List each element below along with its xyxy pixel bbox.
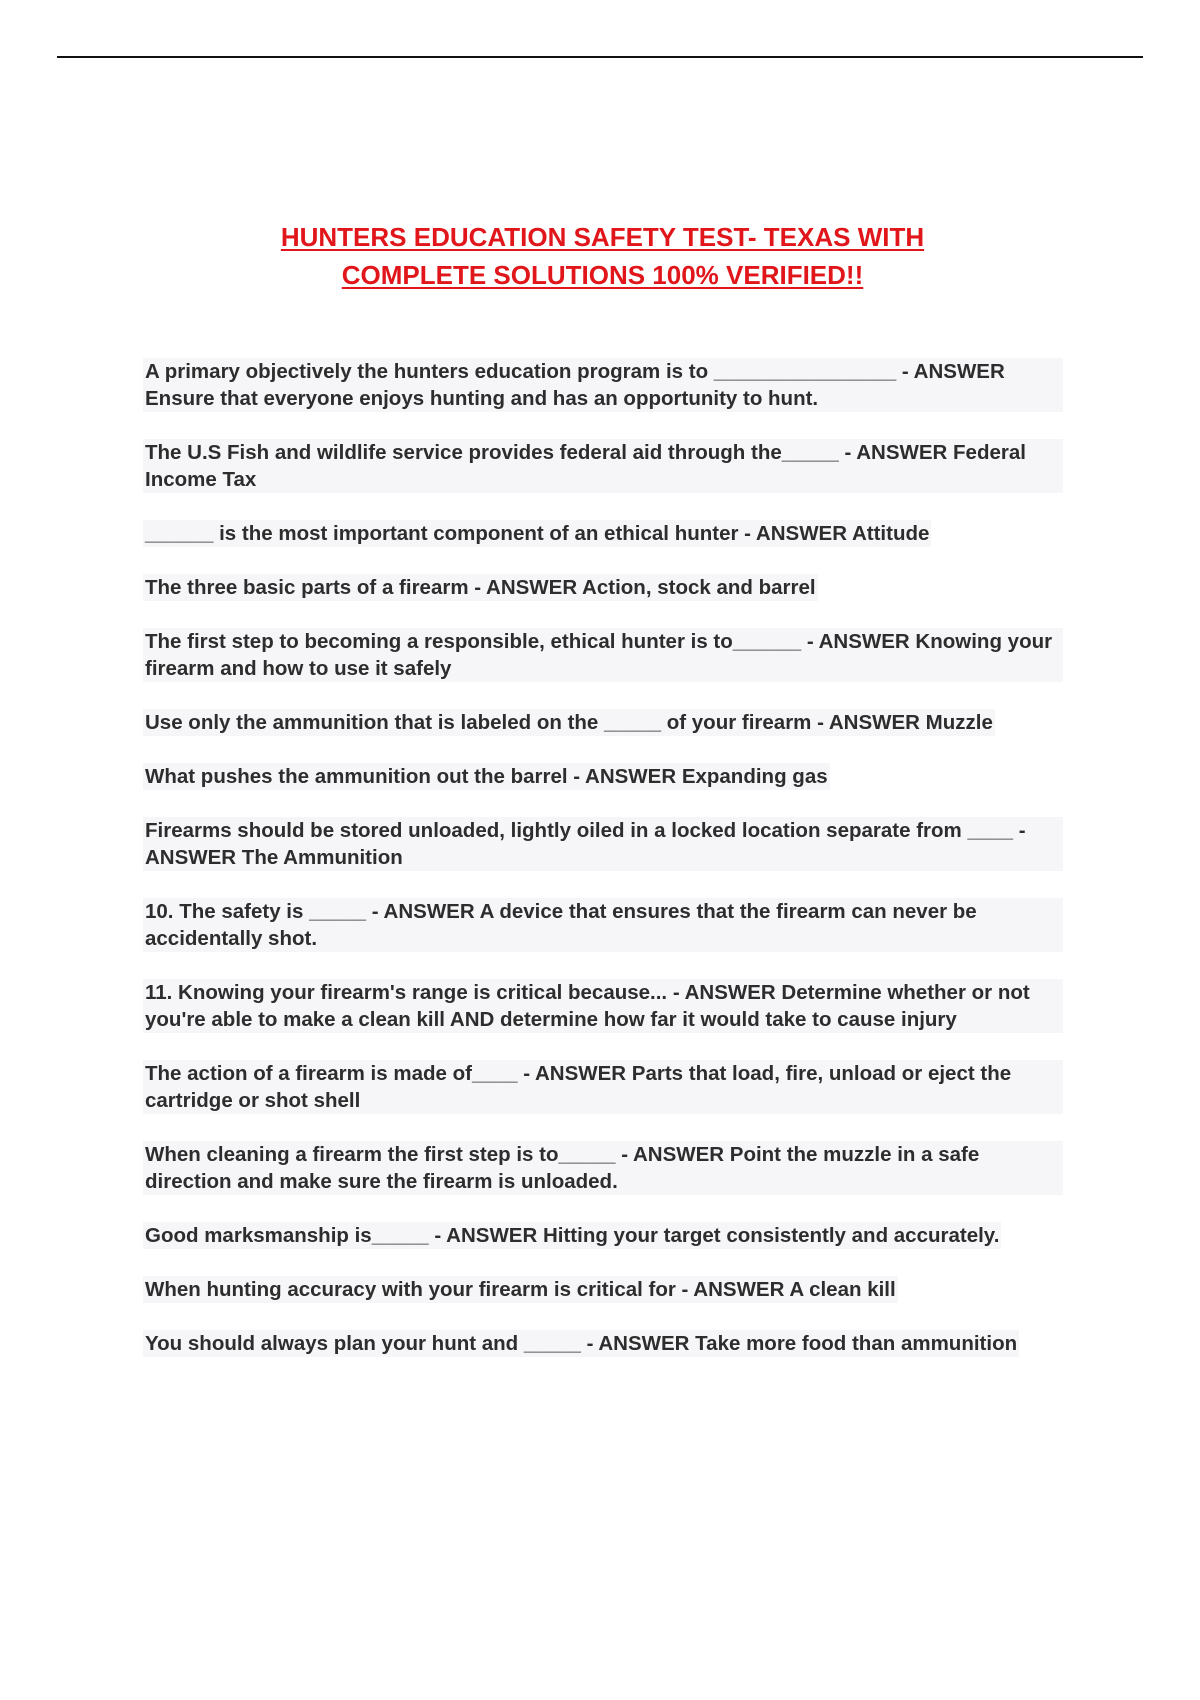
qa-item: What pushes the ammunition out the barrel - ANSWER Expanding gas (145, 765, 828, 788)
title-line-2: COMPLETE SOLUTIONS 100% VERIFIED!! (341, 260, 864, 290)
top-divider (57, 56, 1143, 58)
document-title (140, 218, 1065, 294)
qa-item: When hunting accuracy with your firearm is critical for - ANSWER A clean kill (145, 1278, 896, 1301)
qa-item: Firearms should be stored unloaded, lightly oiled in a locked location separate from ____ - ANSWER The Ammunition (143, 817, 1063, 871)
qa-item: Use only the ammunition that is labeled on the _____ of your firearm - ANSWER Muzzle (145, 711, 993, 734)
qa-item: Good marksmanship is_____ - ANSWER Hitting your target consistently and accurately. (145, 1224, 1000, 1247)
qa-item: You should always plan your hunt and _____ - ANSWER Take more food than ammunition (145, 1332, 1018, 1355)
qa-item: When cleaning a firearm the first step is to_____ - ANSWER Point the muzzle in a safe direction and make sure the firearm is unloaded. (143, 1141, 1063, 1195)
qa-item: The first step to becoming a responsible, ethical hunter is to______ - ANSWER Knowing your firearm and how to use it safely (143, 628, 1063, 682)
qa-item: A primary objectively the hunters education program is to ________________ - ANSWER Ensure that everyone enjoys hunting and has an opportunity to hunt. (143, 358, 1063, 412)
qa-item: The U.S Fish and wildlife service provides federal aid through the_____ - ANSWER Federal Income Tax (143, 439, 1063, 493)
qa-item: The three basic parts of a firearm - ANSWER Action, stock and barrel (145, 576, 816, 599)
qa-item: 10. The safety is _____ - ANSWER A device that ensures that the firearm can never be accidentally shot. (143, 898, 1063, 952)
qa-item: The action of a firearm is made of____ - ANSWER Parts that load, fire, unload or eject the cartridge or shot shell (143, 1060, 1063, 1114)
qa-item: 11. Knowing your firearm's range is critical because... - ANSWER Determine whether or not you're able to make a clean kill AND determine how far it would take to cause injury (143, 979, 1063, 1033)
title-line-1: HUNTERS EDUCATION SAFETY TEST- TEXAS WITH (280, 222, 925, 252)
qa-item: ______ is the most important component of an ethical hunter - ANSWER Attitude (145, 522, 930, 545)
question-answer-list (143, 358, 1063, 1384)
